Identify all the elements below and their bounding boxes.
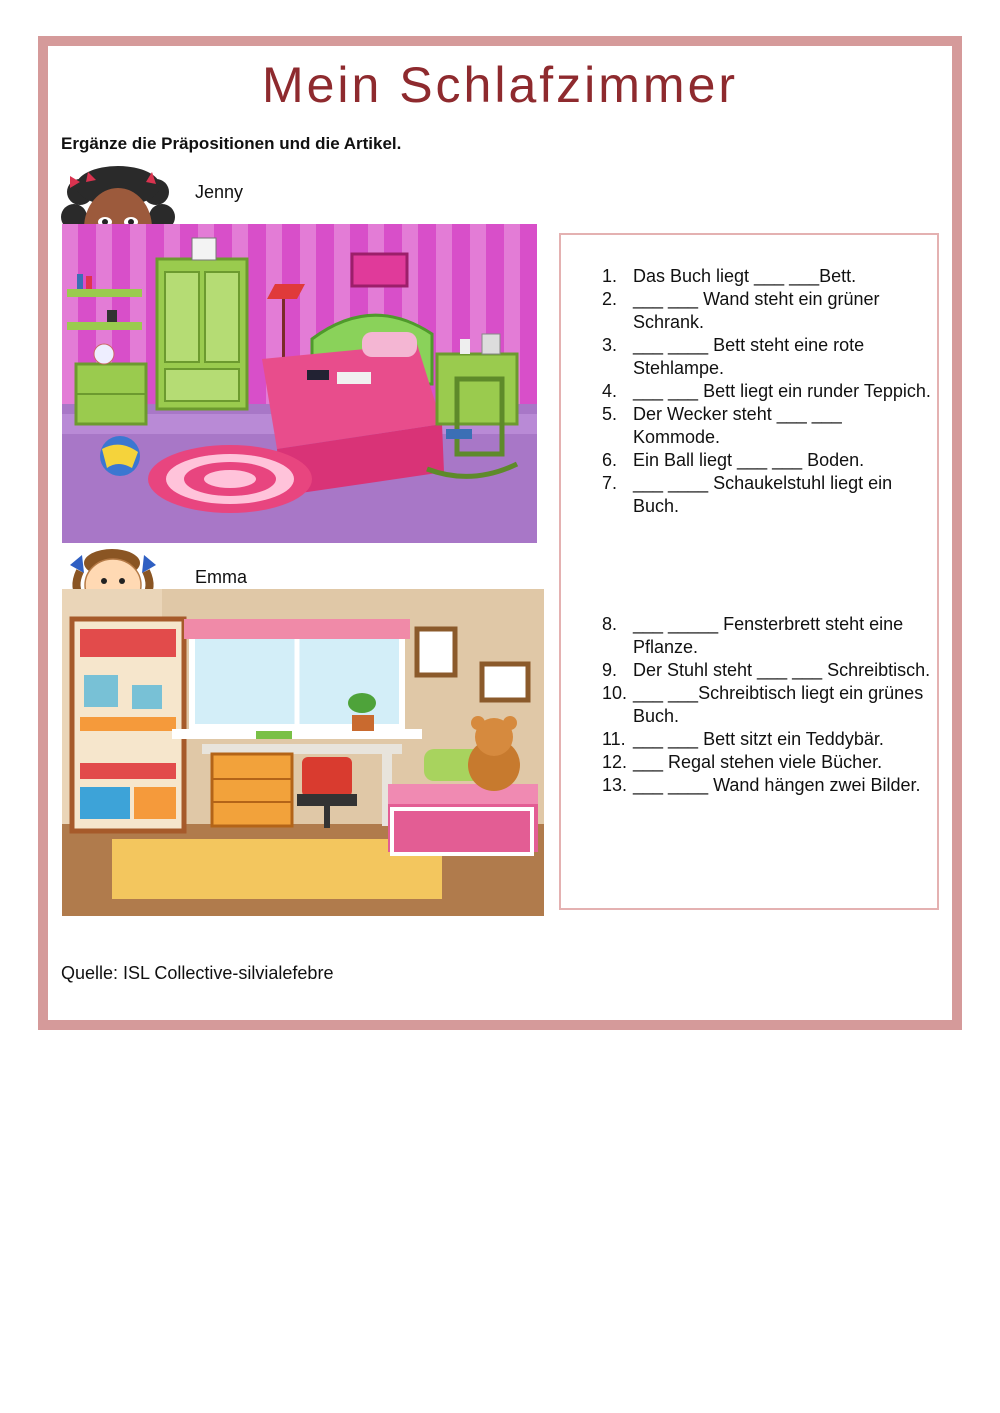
kids-room-with-desk-illustration <box>62 589 544 916</box>
exercise-text: ___ ___ Bett sitzt ein Teddybär. <box>633 729 884 749</box>
exercise-item <box>602 265 932 288</box>
exercise-item <box>602 613 932 659</box>
exercise-number: 1. <box>602 266 618 286</box>
exercise-item <box>602 334 932 380</box>
exercise-number: 6. <box>602 450 618 470</box>
exercise-item <box>602 403 932 449</box>
page-title: Mein Schlafzimmer <box>261 57 739 113</box>
exercise-item <box>602 728 932 751</box>
exercise-number: 9. <box>602 660 618 680</box>
exercise-text: Das Buch liegt ___ ___Bett. <box>633 266 857 286</box>
exercise-number: 11. <box>602 729 626 749</box>
exercise-item <box>602 449 932 472</box>
exercise-item <box>602 288 932 334</box>
exercise-item <box>602 380 932 403</box>
exercise-text: Ein Ball liegt ___ ___ Boden. <box>633 450 865 470</box>
exercise-number: 3. <box>602 335 618 355</box>
exercise-text: ___ ____ Bett steht eine rote Stehlampe. <box>633 335 865 378</box>
emma-name: Emma <box>195 567 248 587</box>
exercise-text: Der Wecker steht ___ ___ Kommode. <box>633 404 842 447</box>
exercise-number: 12. <box>602 752 628 772</box>
exercise-item <box>602 659 932 682</box>
exercise-number: 4. <box>602 381 618 401</box>
exercise-item <box>602 774 932 797</box>
jenny-name: Jenny <box>195 182 244 202</box>
exercise-text: ___ ____ Schaukelstuhl liegt ein Buch. <box>633 473 893 516</box>
exercise-number: 8. <box>602 614 618 634</box>
exercise-number: 10. <box>602 683 628 703</box>
exercise-item <box>602 751 932 774</box>
exercise-text: ___ ___Schreibtisch liegt ein grünes Buch. <box>633 683 924 726</box>
exercise-number: 7. <box>602 473 618 493</box>
exercise-number: 13. <box>602 775 628 795</box>
pink-bedroom-illustration <box>62 224 537 543</box>
exercise-item <box>602 472 932 518</box>
exercise-item <box>602 682 932 728</box>
exercise-text: ___ ___ Bett liegt ein runder Teppich. <box>633 381 931 401</box>
source-credit: Quelle: ISL Collective-silvialefebre <box>61 963 334 983</box>
exercise-text: ___ ___ Wand steht ein grüner Schrank. <box>633 289 880 332</box>
exercise-list-part1 <box>602 265 932 518</box>
exercise-text: Der Stuhl steht ___ ___ Schreibtisch. <box>633 660 931 680</box>
exercise-text: ___ Regal stehen viele Bücher. <box>633 752 883 772</box>
exercise-text: ___ _____ Fensterbrett steht eine Pflanze. <box>633 614 904 657</box>
exercise-text: ___ ____ Wand hängen zwei Bilder. <box>633 775 921 795</box>
exercise-number: 5. <box>602 404 618 424</box>
exercise-number: 2. <box>602 289 618 309</box>
instruction-text: Ergänze die Präpositionen und die Artikel. <box>61 134 402 153</box>
exercise-list-part2 <box>602 613 932 797</box>
